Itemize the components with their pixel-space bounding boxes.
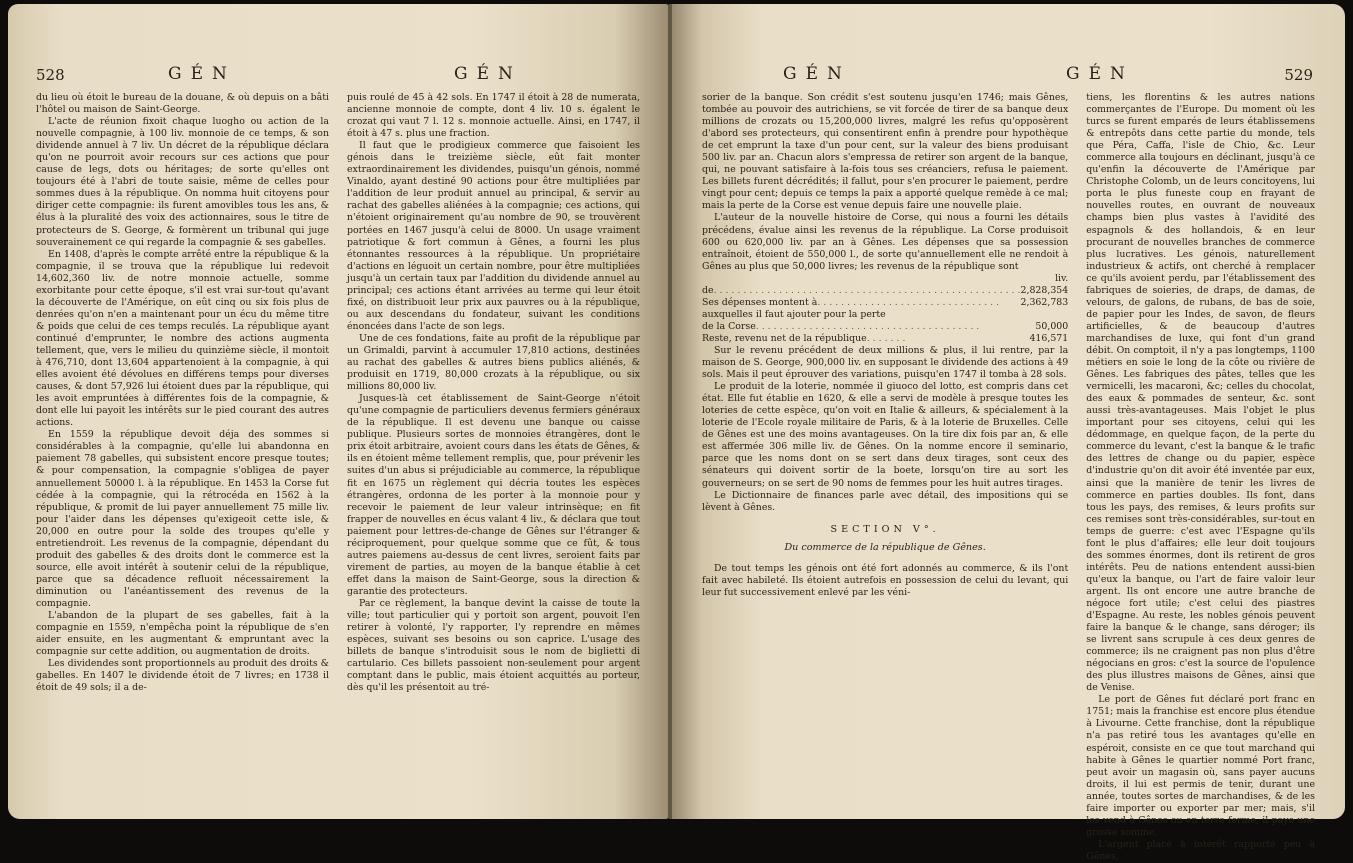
ledger-value: 50,000 [1035, 320, 1069, 332]
paragraph: L'argent placé à intérêt rapporté peu à Gênes, [1086, 838, 1315, 862]
paragraph: Jusques-là cet établissement de Saint-George n'étoit qu'une compagnie de particuliers devenus fermiers généraux de la république. Il est devenu une banque ou caisse publique. Plusieurs sortes de monnoies étrangères, dont le prix étoit arbitraire, avoient cours dans les états de Gênes, & ils en étoient même tellement remplis, que, pour prévenir les suites d'un abus si préjudiciable au commerce, la république fit en 1675 un règlement qui décria toutes les espèces étrangères, ordonna de les porter à la monnoie pour y recevoir le paiement de leur valeur intrinsèque; en fit frapper de nouvelles en écus valant 4 liv., & déclara que tout paiement pour lettres-de-change de Gênes sur l'étranger & réciproquement, pour quelque somme que ce fût, & tous autres paiemens au-dessus de cent livres, seroient faits par virement de parties, au moyen de la banque établie à cet effet dans la maison de Saint-George, sous la direction & garantie des protecteurs. [347, 393, 640, 597]
paragraph: du lieu où étoit le bureau de la douane, & où depuis on a bâti l'hôtel ou maison de Saint-George. [36, 92, 329, 116]
book-spread [8, 4, 1345, 862]
ledger-label: Ses dépenses montent à [702, 296, 818, 308]
ledger-value: 2,362,783 [1020, 296, 1069, 308]
paragraph: Le produit de la loterie, nommée il giuoco del lotto, est compris dans cet état. Elle fut établie en 1620, & elle a servi de modèle à presque toutes les loteries de cette espèce, qu'on voit en Italie & ailleurs, & spécialement à la loterie de l'Ecole royale militaire de Paris, & à la loterie de Bruxelles. Celle de Gênes est une des moins avantageuses. On la tire dix fois par an, & elle est affermée 306 mille liv. de Gênes. On la nomme encore il seminario, parce que les noms dont on se sert dans deux tirages, sont ceux des sénateurs qui doivent sortir de la boete, lorsqu'on tire au sort les gouverneurs; on se sert de 90 noms de femmes pour les huit autres tirages. [702, 381, 1069, 489]
ledger-text: auxquelles il faut ajouter pour la perte [702, 308, 886, 320]
running-head-right-col1: GÉN [783, 64, 851, 84]
paragraph: Le port de Gênes fut déclaré port franc en 1751; mais la franchise est encore plus étendue à Livourne. Cette franchise, dont la république n'a pas retiré tous les avantages qu'elle en espéroit, consiste en ce que tout marchand qui habite à Gênes le quartier nommé Port franc, peut avoir un magasin où, sans payer aucuns droits, il lui est permis de tenir, durant une année, toutes sortes de marchandises, & de les faire importer ou exporter par mer; mais, s'il les vend à Gênes ou en terre ferme, il paye une grosse somme. [1086, 694, 1315, 838]
paragraph: sorier de la banque. Son crédit s'est soutenu jusqu'en 1746; mais Gênes, tombée au pouvoir des autrichiens, se vit forcée de tirer de sa banque deux millions de crozats ou 15,200,000 livres, malgré les refus qu'opposèrent d'abord ses protecteurs, qui consentirent enfin à prendre pour hypothèque de cet emprunt la taxe d'un pour cent, sur la valeur des biens produisant 500 liv. par an. Chacun alors s'empressa de retirer son argent de la banque, qui, ne pouvant satisfaire à la-fois tous ses créanciers, refusa le paiement. Les billets furent décrédités; il fallut, pour s'en procurer le paiement, perdre vingt pour cent; depuis ce temps la paix a apporté quelque remède à ce mal; mais la perte de la Corse est venue depuis faire une nouvelle plaie. [702, 92, 1069, 212]
paragraph: Par ce règlement, la banque devint la caisse de toute la ville; tout particulier qui y portoit son argent, pouvoit l'en retirer à volonté, l'y rapporter, l'y reprendre en mêmes espèces, suivant ses besoins ou son caprice. L'usage des billets de banque s'introduisit sous le nom de biglietti di cartulario. Ces billets passoient non-seulement pour argent comptant dans le public, mais étoient acquittés au porteur, dès qu'il les présentoit au tré- [347, 597, 640, 694]
paragraph: L'auteur de la nouvelle histoire de Corse, qui nous a fourni les détails précédens, évalue ainsi les revenus de la république. La Corse produisoit 600 ou 620,000 liv. par an à Gênes. Les dépenses que sa possession entraînoit, étoient de 550,000 l., de sorte qu'annuellement elle ne rendoit à Gênes au plus que 50,000 livres; les revenus de la république sont [702, 212, 1069, 272]
paragraph: De tout temps les génois ont été fort adonnés au commerce, & ils l'ont fait avec habileté. Ils étoient autrefois en possession de celui du levant, qui leur fut successivement enlevé par les véni- [702, 562, 1069, 598]
ledger-row [702, 297, 1068, 309]
right-page-columns [702, 92, 1315, 862]
left-page-header [8, 66, 668, 92]
ledger-leader: . . . . . . . . . . . . . . . . . . . . . . . . . . . . . . . . . . . . . . . . . . . . . . . . . . . . [713, 284, 1021, 296]
ledger-label: de la Corse [702, 320, 756, 332]
right-column-1 [702, 92, 1068, 801]
ledger-leader: . . . . . . . . . . . . . . . . . . . . . . . . . . . . . . . . . . . . . . [755, 320, 980, 332]
right-page [668, 4, 1345, 862]
paragraph: Le Dictionnaire de finances parle avec détail, des impositions qui se lèvent à Gênes. [702, 489, 1069, 513]
paragraph: En 1408, d'après le compte arrêté entre la république & la compagnie, il se trouva que la république lui redevoit 14,602,360 liv. de notre monnoie actuelle, somme exorbitante pour cette époque, s'il est vrai sur-tout qu'avant la découverte de l'Amérique, on eût cinq ou six fois plus de denrées qu'on n'en a maintenant pour un écu du même titre & poids que celui de ces temps reculés. La république ayant continué d'emprunter, le nombre des actions augmenta tellement, que, vers le milieu du quinzième siècle, il montoit à 476,710, dont 13,604 appartenoient à la compagnie, à qui elles avoient été dévolues en différens temps pour diverses causes, & dont 57,926 lui étoient dues par la république, qui les avoit empruntées à différentes fois de la compagnie, & dont elle lui payoit les intérêts sur le pied courant des autres actions. [36, 248, 329, 429]
ledger-label: Reste, revenu net de la république [702, 332, 867, 344]
right-column-2 [1086, 92, 1315, 862]
left-column-1 [36, 92, 329, 801]
paragraph: Il faut que le prodigieux commerce que faisoient les génois dans le treizième siècle, eût fait monter extraordinairement les dividendes, puisqu'un génois, nommé Vinaldo, ayant destiné 90 actions pour être multipliées par l'addition de leur produit annuel au principal, & servir au rachat des gabelles aliénées à la compagnie; ces actions, qui n'étoient originairement qu'au nombre de 90, se trouvèrent portées en 1467 jusqu'à celui de 8000. Un usage vraiment patriotique & fort commun à Gênes, a fourni les plus étonnantes ressources à la république. Un propriétaire d'actions en léguoit un certain nombre, pour être multipliées jusqu'à un certain taux par l'addition du dividende annuel au principal; ces actions étant arrivées au terme qui leur étoit fixé, on distribuoit leur prix aux pauvres ou à la république, ou aux descendans du fondateur, suivant les conditions énoncées dans l'acte de son legs. [347, 140, 640, 332]
running-head-right-col2: GÉN [1066, 64, 1134, 84]
paragraph: Une de ces fondations, faite au profit de la république par un Grimaldi, parvint à accumuler 17,810 actions, destinées au rachat des gabelles & autres biens publics aliénés, & produisit en 1719, 80,000 crozats à la république, ou six millions 80,000 liv. [347, 332, 640, 393]
paragraph: Les dividendes sont proportionnels au produit des droits & gabelles. En 1407 le dividende étoit de 7 livres; en 1738 il étoit de 49 sols; il a de- [36, 658, 329, 694]
paragraph: puis roulé de 45 à 42 sols. En 1747 il étoit à 28 de numerata, ancienne monnoie de compte, dont 4 liv. 10 s. égalent le crozat qui vaut 7 l. 12 s. monnoie actuelle. Ainsi, en 1747, il étoit à 47 s. plus une fraction. [347, 92, 640, 140]
ledger-row [702, 309, 1068, 321]
ledger-unit [702, 273, 1068, 285]
ledger-unit-label: liv. [1055, 272, 1069, 284]
running-head-left-col2: GÉN [454, 64, 522, 84]
left-page-columns [36, 92, 640, 801]
ledger-leader: . . . . . . . [866, 332, 906, 344]
ledger-row [702, 321, 1068, 333]
page-number-right: 529 [1284, 66, 1313, 84]
ledger-value: 2,828,354 [1020, 284, 1069, 296]
left-page [8, 4, 668, 819]
paragraph: tiens, les florentins & les autres nations commerçantes de l'Europe. Du moment où les turcs se furent emparés de leurs établissemens & entrepôts dans cette partie du monde, tels que Péra, Caffa, l'isle de Chio, &c. Leur commerce alla toujours en déclinant, jusqu'à ce qu'enfin la découverte de l'Amérique par Christophe Colomb, un de leurs concitoyens, lui porta le plus funeste coup en frayant de nouvelles routes, en ouvrant de nouveaux champs bien plus vastes à l'avidité des espagnols & des hollandois, & en leur procurant de nouvelles branches de commerce plus lucratives. Les génois, naturellement industrieux & actifs, ont cherché à remplacer ce qu'ils avoient perdu, par l'établissement des fabriques de soieries, de draps, de damas, de velours, de galons, de rubans, de bas de soie, de papier pour les Indes, de savon, de fleurs artificielles, & de beaucoup d'autres marchandises de luxe, qui font d'un grand débit. On comptoit, il n'y a pas longtemps, 1100 métiers en soie le long de la côte ou rivière de Gênes. Les fabriques des pâtes, telles que les vermicelli, les macaroni, &c; celles du chocolat, des eaux & pommades de senteur, &c. sont aussi très-avantageuses. Mais l'objet le plus important pour ses citoyens, celui qui les dédommage, en quelque façon, de la perte du commerce du levant, c'est la banque & le trafic des lettres de change ou du papier, espèce d'industrie qu'on dit avoir été inventée par eux, ainsi que la manière de tenir les livres de commerce en parties doubles. Ils font, dans tous les pays, des remises, & leurs profits sur ces remises sont très-considérables, sur-tout en temps de guerre: c'est avec l'Espagne qu'ils font le plus d'affaires; elle leur doit toujours des sommes énormes, dont ils retirent de gros intérêts. Peu de nations entendent aussi-bien qu'eux la banque, ou l'art de faire valoir leur argent. Ils ont encore une autre branche de négoce fort utile; c'est celui des piastres d'Espagne. Au reste, les nobles génois peuvent faire la banque & le change, sans déroger; ils se livrent sans scrupule à ces deux genres de commerce; ils ne craignent pas non plus d'être négocians en gros: c'est la source de l'opulence des plus illustres maisons de Gênes, ainsi que de Venise. [1086, 92, 1315, 694]
page-number-left: 528 [36, 66, 65, 84]
paragraph: L'acte de réunion fixoit chaque luogho ou action de la nouvelle compagnie, à 100 liv. monnoie de ce temps, & son dividende annuel à 7 liv. Un décret de la république déclara qu'on ne pourroit avoir recours sur ces actions que pour cause de legs, dots ou héritages; de sorte qu'elles ont toujours été à l'abri de toute saisie, même de celles pour sommes dues à la république. On nomma huit citoyens pour diriger cette compagnie: ils furent amovibles tous les ans, & élus à la pluralité des voix des actionnaires, sous le titre de protecteurs de S. George, & formèrent un tribunal qui juge souverainement ce qui regarde la compagnie & ses gabelles. [36, 116, 329, 248]
left-column-2 [347, 92, 640, 801]
paragraph: Sur le revenu précédent de deux millions & plus, il lui rentre, par la maison de S. George, 900,000 liv. en supposant le dividende des actions à 49 sols. Mais il peut éprouver des variations, puisqu'en 1747 il tomba à 28 sols. [702, 344, 1069, 381]
ledger-row [702, 285, 1068, 297]
book-gutter [668, 4, 672, 819]
running-head-left-col1: GÉN [168, 64, 236, 84]
paragraph: En 1559 la république devoit déja des sommes si considérables à la compagnie, qu'elle lui abandonna en paiement 78 gabelles, qui subsistent encore presque toutes; & pour compensation, la compagnie s'obligea de payer annuellement 50000 l. à la république. En 1453 la Corse fut cédée à la compagnie, qui la rétrocéda en 1562 à la république, & promit de lui payer annuellement 75 mille liv. pour l'aider dans les dépenses qu'exigeoit cette isle, & 20,000 en outre pour la solde des troupes qu'elle y entretiendroit. Les revenus de la compagnie, dépendant du produit des gabelles & des droits dont le commerce est la source, elle avoit intérêt à soutenir celui de la république, parce que sa décadence refluoit nécessairement la diminution ou l'anéantissement des revenus de la compagnie. [36, 429, 329, 609]
ledger-row [702, 333, 1068, 345]
ledger-value: 416,571 [1029, 332, 1069, 344]
paragraph: L'abandon de la plupart de ses gabelles, fait à la compagnie en 1559, n'empêcha point la république de s'en aider ensuite, en les augmentant & empruntant avec la compagnie sur cette addition, ou augmentation de droits. [36, 610, 329, 658]
section-subtitle: Du commerce de la république de Gênes. [784, 541, 986, 553]
ledger-label: de [702, 284, 714, 296]
section-title: SECTION V°. [830, 523, 940, 535]
right-page-header [668, 66, 1345, 92]
ledger-leader: . . . . . . . . . . . . . . . . . . . . . . . . . . . . . . . [817, 296, 1000, 308]
